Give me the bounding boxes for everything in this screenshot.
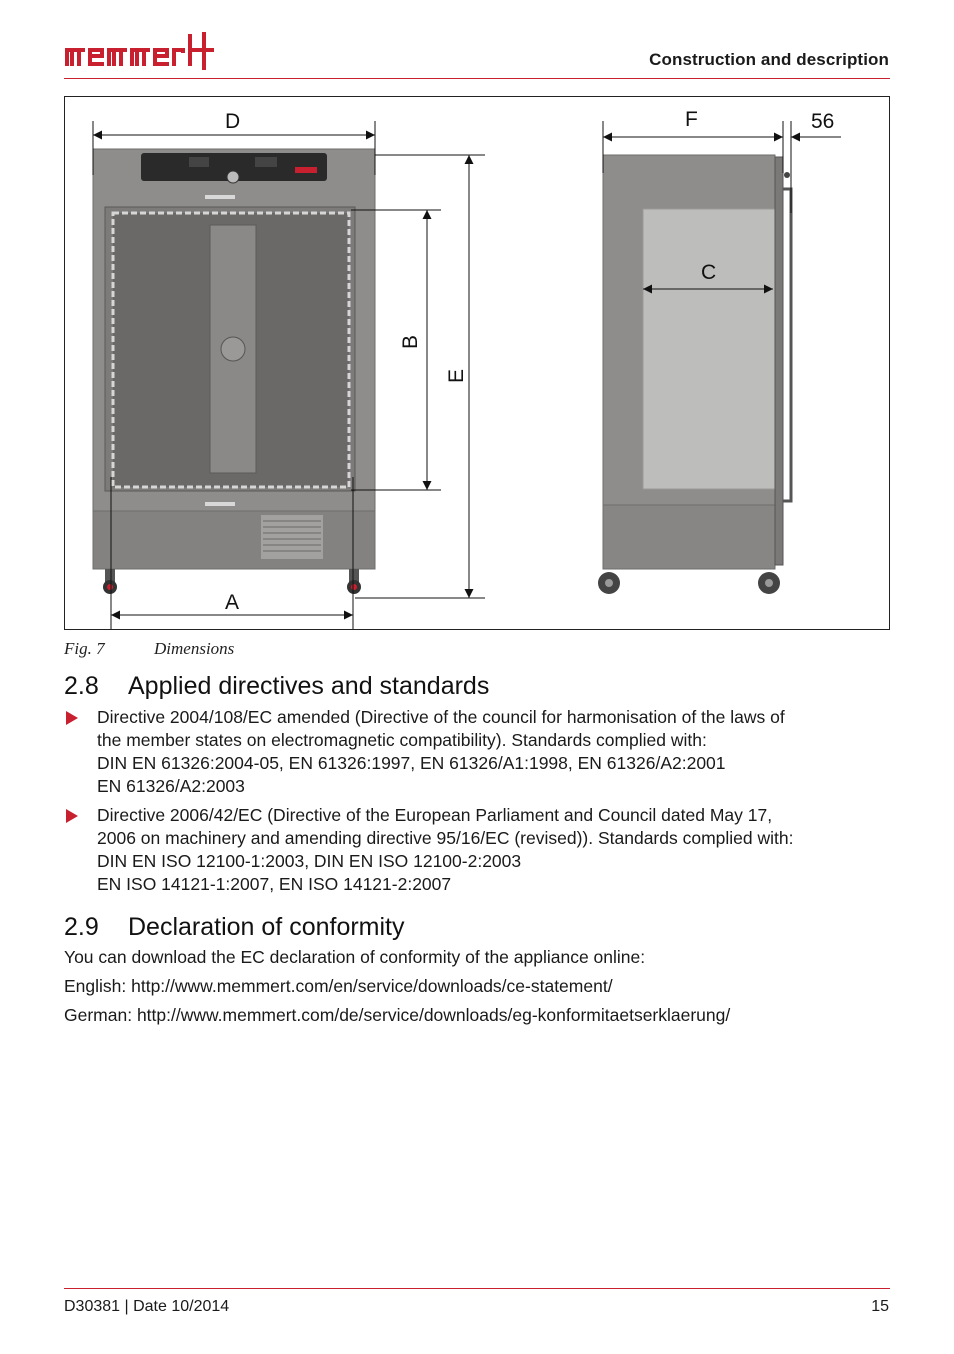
directive-line: EN 61326/A2:2003 <box>97 776 245 796</box>
front-view <box>93 149 375 594</box>
header-divider <box>64 78 890 79</box>
label-56: 56 <box>811 110 835 133</box>
conformity-intro: You can download the EC declaration of conformity of the appliance online: <box>64 947 646 967</box>
page-number: 15 <box>871 1298 889 1315</box>
english-download-link[interactable]: English: http://www.memmert.com/en/service/downloads/ce-statement/ <box>64 976 613 996</box>
bullet-triangle-icon <box>66 711 78 725</box>
dimensions-figure <box>64 96 890 630</box>
section-number: 2.9 <box>64 913 99 941</box>
label-f: F <box>685 108 698 131</box>
section-heading-2-9 <box>64 913 405 942</box>
directive-line: Directive 2004/108/EC amended (Directive of the council for harmonisation of the laws of <box>97 707 785 727</box>
figure-number: Fig. 7 <box>64 639 105 658</box>
section-title: Declaration of conformity <box>128 913 405 941</box>
label-e: E <box>445 368 468 383</box>
memmert-logo <box>64 30 216 72</box>
directive-line: DIN EN ISO 12100-1:2003, DIN EN ISO 12100-2:2003 <box>97 851 522 871</box>
directive-line: DIN EN 61326:2004-05, EN 61326:1997, EN 61326/A1:1998, EN 61326/A2:2001 <box>97 753 726 773</box>
label-a: A <box>225 591 240 614</box>
label-c: C <box>701 261 717 284</box>
label-d: D <box>225 110 241 133</box>
directive-item-emc <box>64 706 890 798</box>
label-b: B <box>399 334 422 349</box>
directive-item-machinery <box>64 804 890 896</box>
directive-line: Directive 2006/42/EC (Directive of the European Parliament and Council dated May 17, <box>97 805 773 825</box>
directive-line: the member states on electromagnetic compatibility). Standards complied with: <box>97 730 707 750</box>
appliance-drawing <box>65 97 889 629</box>
section-title: Applied directives and standards <box>128 672 490 700</box>
dimension-56 <box>791 110 841 213</box>
section-heading-2-8 <box>64 672 489 701</box>
section-number: 2.8 <box>64 672 99 700</box>
directive-line: EN ISO 14121-1:2007, EN ISO 14121-2:2007 <box>97 874 452 894</box>
section-header-title: Construction and description <box>649 50 889 69</box>
directive-line: 2006 on machinery and amending directive 95/16/EC (revised)). Standards complied with: <box>97 828 794 848</box>
document-info: D30381 | Date 10/2014 <box>64 1298 230 1315</box>
german-download-link[interactable]: German: http://www.memmert.com/de/service/downloads/eg-konformitaetserklaerung/ <box>64 1005 731 1025</box>
figure-caption <box>64 639 235 659</box>
figure-caption-text: Dimensions <box>154 639 235 658</box>
footer-divider <box>64 1288 890 1289</box>
side-view <box>598 155 791 594</box>
bullet-triangle-icon <box>66 809 78 823</box>
